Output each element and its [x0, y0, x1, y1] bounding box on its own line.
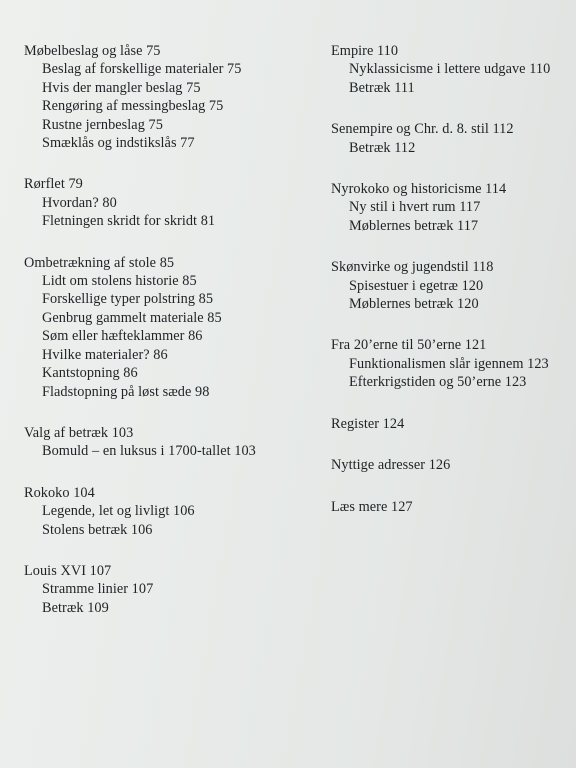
- toc-entry: Hvis der mangler beslag 75: [42, 79, 201, 96]
- toc-section: [331, 456, 571, 474]
- toc-heading: Valg af betræk 103: [24, 424, 134, 441]
- toc-heading: Nyrokoko og historicisme 114: [331, 181, 507, 198]
- toc-heading: Læs mere 127: [331, 498, 413, 515]
- toc-entry: Beslag af forskellige materialer 75: [42, 61, 242, 78]
- toc-heading: Rørflet 79: [24, 176, 83, 193]
- toc-entry: Ny stil i hvert rum 117: [349, 199, 481, 216]
- toc-heading: Fra 20’erne til 50’erne 121: [331, 337, 487, 354]
- toc-entry: Spisestuer i egetræ 120: [349, 277, 484, 294]
- toc-heading: Empire 110: [331, 43, 399, 59]
- toc-heading: Ombetrækning af stole 85: [24, 254, 175, 271]
- toc-column-right: [331, 42, 571, 516]
- toc-entry: Søm eller hæfteklammer 86: [42, 328, 203, 345]
- toc-entry: Stolens betræk 106: [42, 521, 153, 538]
- toc-entry: Forskellige typer polstring 85: [42, 291, 214, 308]
- toc-entry: Rustne jernbeslag 75: [42, 116, 163, 133]
- toc-heading: Senempire og Chr. d. 8. stil 112: [331, 121, 514, 138]
- toc-heading: Register 124: [331, 415, 405, 432]
- toc-entry: Betræk 111: [349, 79, 415, 96]
- toc-entry: Stramme linier 107: [42, 581, 154, 598]
- toc-entry: Betræk 112: [349, 139, 416, 156]
- toc-entry: Møblernes betræk 120: [349, 296, 479, 313]
- toc-entry: Funktionalismen slår igennem 123: [349, 355, 549, 372]
- toc-entry: Kantstopning 86: [42, 365, 138, 382]
- toc-section: [331, 42, 571, 97]
- toc-section: [331, 336, 571, 391]
- toc-entry: Fletningen skridt for skridt 81: [42, 213, 216, 230]
- toc-entry: Genbrug gammelt materiale 85: [42, 309, 222, 326]
- toc-section: [331, 180, 571, 235]
- toc-entry: Hvordan? 80: [42, 194, 117, 211]
- toc-entry: Fladstopning på løst sæde 98: [42, 383, 210, 400]
- toc-entry: Betræk 109: [42, 599, 109, 616]
- toc-entry: Efterkrigstiden og 50’erne 123: [349, 374, 527, 391]
- toc-entry: Legende, let og livligt 106: [42, 503, 195, 520]
- toc-entry: Nyklassicisme i lettere udgave 110: [349, 61, 551, 78]
- toc-entry: Møblernes betræk 117: [349, 217, 479, 234]
- toc-heading: Nyttige adresser 126: [331, 457, 451, 474]
- toc-section: [24, 175, 314, 230]
- toc-section: [331, 120, 571, 157]
- toc-column-left: [24, 42, 314, 617]
- toc-entry: Hvilke materialer? 86: [42, 346, 168, 363]
- toc-section: [24, 562, 314, 617]
- toc-heading: Skønvirke og jugendstil 118: [331, 259, 494, 276]
- toc-section: [331, 415, 571, 433]
- toc-section: [24, 424, 314, 461]
- toc-entry: Rengøring af messingbeslag 75: [42, 98, 224, 115]
- toc-entry: Lidt om stolens historie 85: [42, 273, 197, 290]
- toc-section: [331, 258, 571, 313]
- toc-heading: Rokoko 104: [24, 484, 95, 501]
- toc-heading: Møbelbeslag og låse 75: [24, 43, 161, 59]
- toc-heading: Louis XVI 107: [24, 562, 112, 579]
- toc-section: [24, 484, 314, 539]
- toc-section: [331, 498, 571, 516]
- toc-entry: Bomuld – en luksus i 1700-tallet 103: [42, 443, 256, 460]
- toc-section: [24, 42, 314, 152]
- toc-section: [24, 254, 314, 401]
- toc-entry: Smæklås og indstikslås 77: [42, 135, 195, 152]
